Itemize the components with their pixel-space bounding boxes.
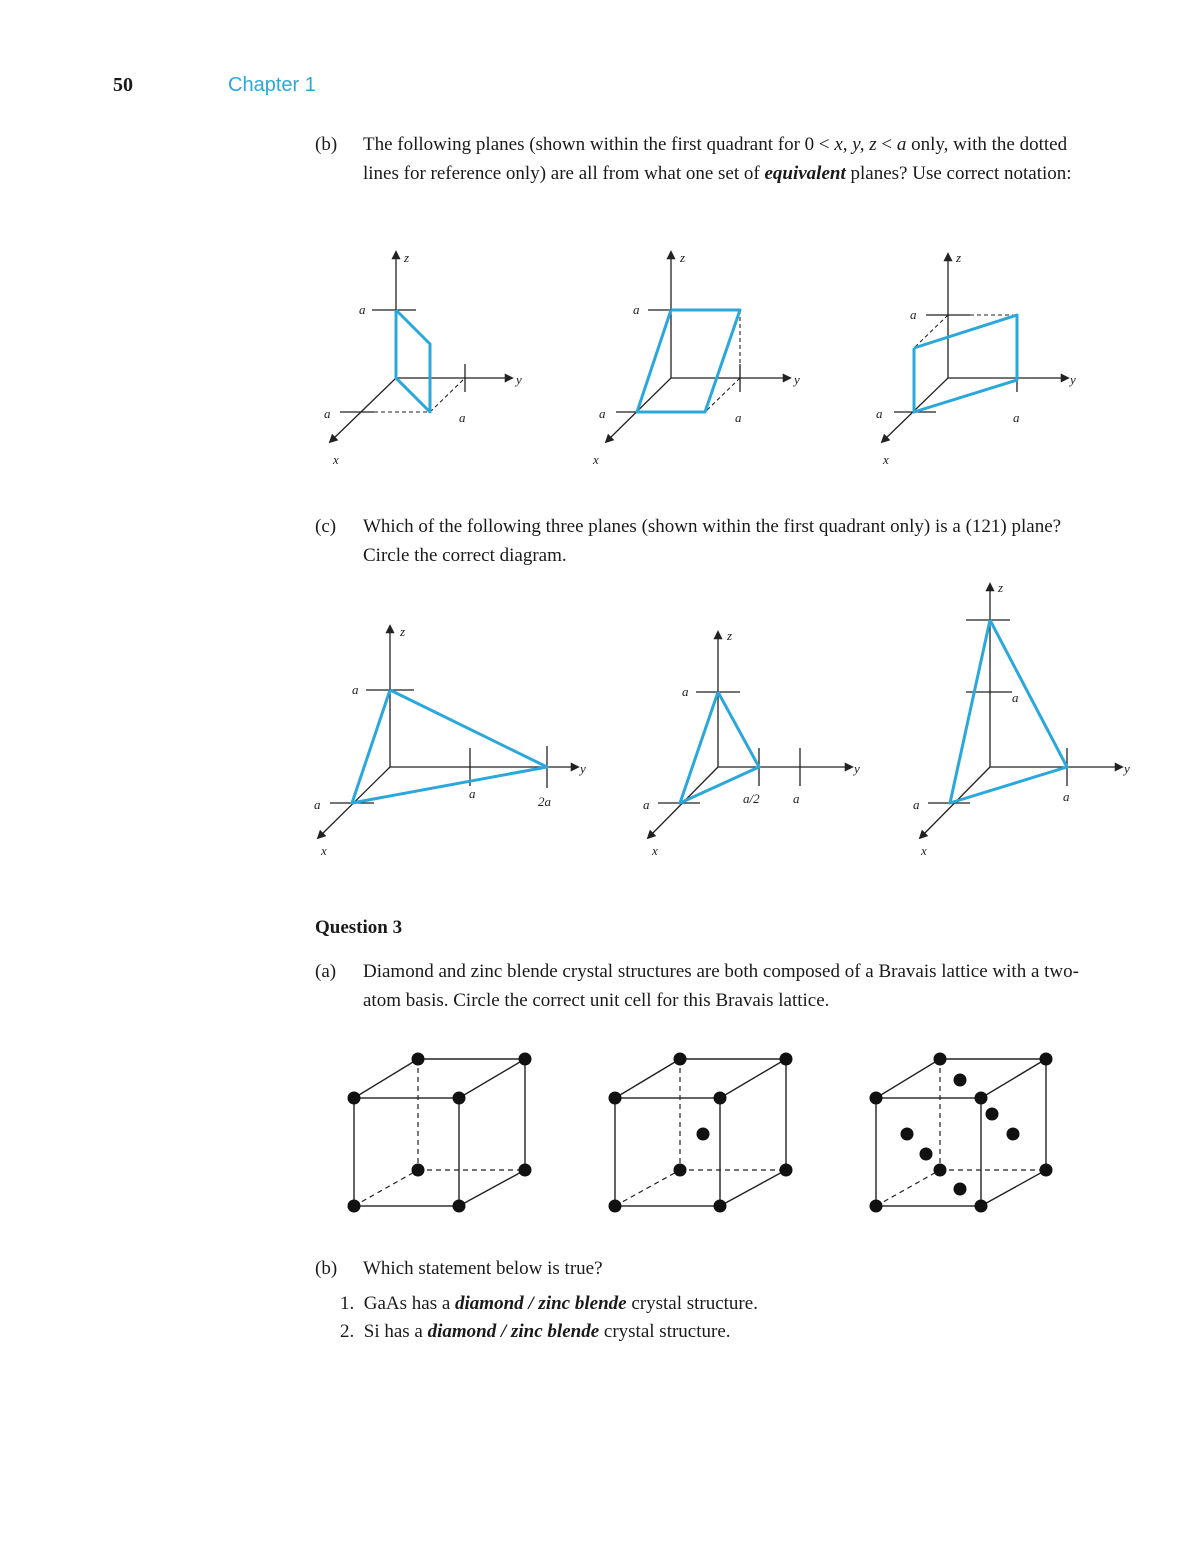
svg-text:z: z (998, 580, 1004, 595)
svg-text:y: y (1124, 761, 1130, 776)
svg-text:a: a (352, 682, 359, 697)
svg-text:y: y (580, 761, 586, 776)
plane-diagram-c1 (314, 624, 586, 858)
plane-diagram-c2 (643, 628, 860, 858)
unit-cell-face-centered (870, 1053, 1053, 1213)
svg-text:a: a (469, 786, 476, 801)
svg-text:a: a (682, 684, 689, 699)
chapter-title: Chapter 1 (228, 74, 316, 96)
svg-text:a: a (633, 302, 640, 317)
svg-text:y: y (1070, 372, 1076, 387)
part-c-label: (c) (315, 516, 337, 537)
svg-text:y: y (516, 372, 522, 387)
svg-text:x: x (883, 452, 889, 467)
part-b-text: The following planes (shown within the first quadrant for 0 < x, y, z < a only, with the dotted lines for reference only) are all from what one set of equivalent planes? Use correct notation: (363, 134, 1072, 184)
q3-part-a (315, 957, 1095, 1017)
svg-text:a: a (359, 302, 366, 317)
svg-text:y: y (794, 372, 800, 387)
plane-diagram-b1 (324, 250, 522, 467)
svg-text:x: x (593, 452, 599, 467)
q3-part-b (315, 1254, 1095, 1284)
svg-text:z: z (404, 250, 410, 265)
svg-text:a: a (910, 307, 917, 322)
question-3-title: Question 3 (315, 917, 403, 938)
page-number: 50 (113, 74, 133, 96)
unit-cell-simple-cubic (348, 1053, 532, 1213)
q3-part-b-label: (b) (315, 1258, 338, 1279)
svg-text:a: a (1063, 789, 1070, 804)
svg-text:a: a (324, 406, 331, 421)
q3-part-b-text: Which statement below is true? (363, 1258, 603, 1279)
unit-cell-body-centered (609, 1053, 793, 1213)
svg-text:a: a (643, 797, 650, 812)
part-b-label: (b) (315, 134, 338, 155)
q3-part-a-label: (a) (315, 961, 337, 982)
svg-text:2a: 2a (538, 794, 551, 809)
svg-text:z: z (400, 624, 406, 639)
svg-text:a: a (1012, 690, 1019, 705)
plane-diagram-c3 (913, 580, 1130, 858)
svg-text:z: z (727, 628, 733, 643)
svg-text:z: z (680, 250, 686, 265)
svg-text:z: z (956, 250, 962, 265)
plane-diagram-b2 (592, 250, 800, 467)
svg-text:y: y (854, 761, 860, 776)
svg-text:x: x (321, 843, 327, 858)
statement-list-item: 2. Si has a diamond / zinc blende crystal structure. (340, 1321, 731, 1342)
svg-text:a: a (314, 797, 321, 812)
statement-list-item: 1. GaAs has a diamond / zinc blende crystal structure. (340, 1293, 758, 1314)
part-c-text: Which of the following three planes (shown within the first quadrant only) is a (121) plane? Circle the correct diagram. (363, 516, 1062, 566)
svg-text:a/2: a/2 (743, 791, 760, 806)
svg-text:a: a (876, 406, 883, 421)
svg-text:x: x (333, 452, 339, 467)
svg-text:a: a (459, 410, 466, 425)
q3-part-a-text: Diamond and zinc blende crystal structures are both composed of a Bravais lattice with a two-atom basis. Circle the correct unit cell for this Bravais lattice. (363, 961, 1079, 1011)
svg-text:x: x (652, 843, 658, 858)
part-c-question (315, 512, 1095, 572)
svg-text:a: a (1013, 410, 1020, 425)
plane-diagram-b3 (876, 250, 1076, 467)
svg-text:a: a (599, 406, 606, 421)
svg-text:x: x (921, 843, 927, 858)
svg-text:a: a (793, 791, 800, 806)
svg-text:a: a (735, 410, 742, 425)
svg-text:a: a (913, 797, 920, 812)
